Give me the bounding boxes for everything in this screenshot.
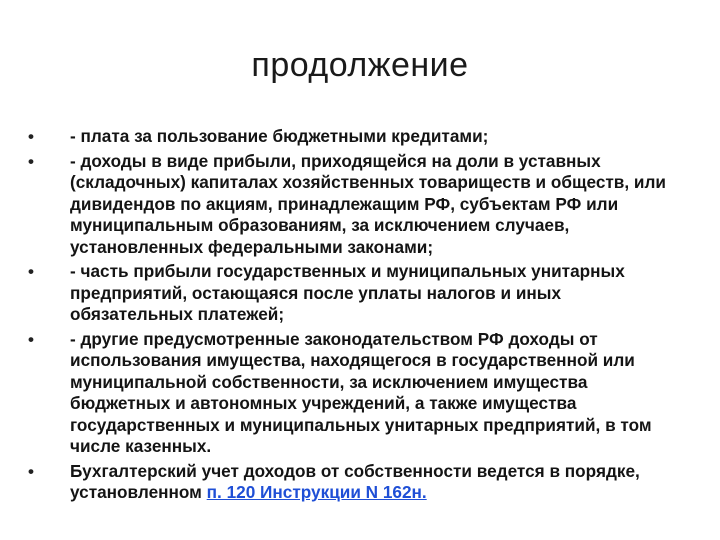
bullet-text: Бухгалтерский учет доходов от собственности ведется в порядке, установленном xyxy=(70,460,640,502)
bullet-text: - доходы в виде прибыли, приходящейся на доли в уставных (складочных) капиталах хозяйственных товариществ и обществ, или дивидендов по акциям, принадлежащим РФ, субъектам РФ или муниципальным образованиям, за исключением случаев, установленных федеральными законами; xyxy=(70,150,666,257)
bullet-text: - плата за пользование бюджетными кредитами; xyxy=(70,126,489,146)
slide-title: продолжение xyxy=(251,46,469,84)
bullet-item-unitary-enterprises xyxy=(28,261,684,326)
bullet-item-budget-credits xyxy=(28,126,684,148)
bullet-text: - часть прибыли государственных и муниципальных унитарных предприятий, остающаяся после уплаты налогов и иных обязательных платежей; xyxy=(70,261,625,324)
bullet-icon: • xyxy=(28,127,34,146)
instruction-link[interactable]: п. 120 Инструкции N 162н. xyxy=(206,482,427,502)
bullet-icon: • xyxy=(28,151,34,171)
bullet-item-profit-shares xyxy=(28,151,684,259)
bullet-icon: • xyxy=(28,262,34,281)
bullet-text: - другие предусмотренные законодательством РФ доходы от использования имущества, находящегося в государственной или муниципальной собственности, за исключением имущества бюджетных и автономных учреждений, а также имущества государственных и муниципальных унитарных предприятий, в том числе казенных. xyxy=(70,328,652,456)
bullet-item-accounting xyxy=(28,461,684,504)
bullet-item-other-income xyxy=(28,329,684,458)
bullet-icon: • xyxy=(28,461,34,481)
bullet-list xyxy=(28,126,684,507)
bullet-icon: • xyxy=(28,329,34,349)
